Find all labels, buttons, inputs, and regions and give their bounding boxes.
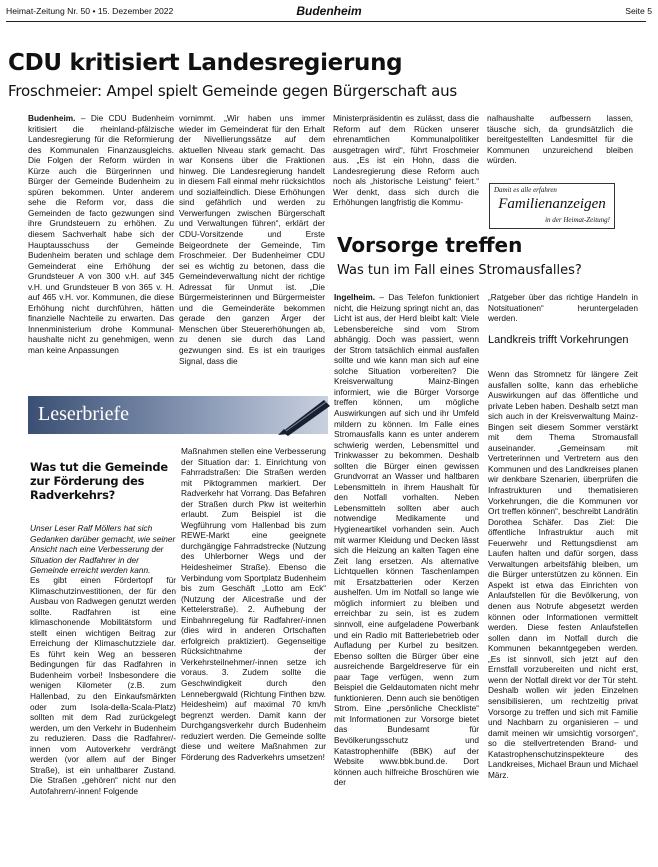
issue-info: Heimat-Zeitung Nr. 50 • 15. Dezember 2022 — [6, 6, 174, 16]
letter-col2-text: Maßnahmen stellen eine Verbesserung der Situation dar: 1. Einrichtung von Fahrradstraßen: Die Straßen werden mit Piktogrammen markiert. Der Radverkehr hat Vorrang. Das Befahren der Straßen durch Pkw ist weiterhin erlaubt. Zum Beispiel ist die Wegführung vom Hallenbad bis zum REWE-Markt eine geeignete durchgängige Fahrradstrecke (Nutzung des Uhlerborner Wegs und der Heidesheimer Straße). Ebenso die Verbindung vom Sportplatz Budenheim bis zum Geschäft „Lotto am Eck“ (Nutzung der Alicestraße und der Kettelerstraße). 2. Aufhebung der Einbahnregelung für Radfahrer/-innen (dies wird in anderen Ortschaften erfolgreich praktiziert). Gegenseitige Rücksichtnahme der Verkehrsteilnehmer/-innen setze ich voraus. 3. Zudem sollte die Geschwindigkeit durch den Lennebergwald (Richtung Finthen bzw. Heidesheim) auf maximal 70 km/h begrenzt werden. Damit kann der Durchgangsverkehr durch Budenheim reduziert werden. Die Gemeinde sollte diese und weitere Maßnahmen zur Förderung des Radverkehrs umsetzen! — [181, 446, 326, 762]
ad-line-3: in der Heimat-Zeitung! — [545, 216, 610, 224]
article2-column-2-top — [488, 292, 638, 328]
article2-col2-text: Wenn das Stromnetz für längere Zeit ausfallen sollte, kann das erhebliche Auswirkungen auf das öffentliche und private Leben haben. Deshalb setzt man sich auch in der Kreisverwaltung Mainz-Bingen seit diesem Sommer verstärkt mit dem Thema Stromausfall auseinander. „Gemeinsam mit Vertreterinnen und Vertretern aus den Kommunen und des Landkreises planen wir denkbare Szenarien, überprüfen die Infrastrukturen und thematisieren Vorkehrungen, die die Kommunen vor Ort treffen können“, beschreibt Landrätin Dorothea Schäfer. Das Ziel: Die öffentliche Infrastruktur auch mit Feuerwehr und Rettungsdienst am Laufen halten und dafür sorgen, dass Verwaltungen arbeitsfähig bleiben, um die Bürger unterstützen zu können. Ein Aspekt ist etwa das Einrichten von Anlaufstellen für die Bevölkerung, von denen aus Notrufe abgesetzt werden können oder Informationen vermittelt werden. Diese festen Anlaufstellen sollen dann im Notfall durch die Kommunen bekanntgegeben werden. „Es ist sinnvoll, sich jetzt auf den Ernstfall vorzubereiten und nicht erst, wenn der Notfall direkt vor der Tür steht. Deshalb wollen wir jeden Einzelnen sensibilisieren, um rechtzeitig privat Vorsorge zu treffen und sich mit Familie und Nachbarn zu organisieren – und damit meinen wir umsichtig vorsorgen“, so die stellvertretenden Brand- und Katastrophenschutzinspekteure des Landkreises, Michael Braun und Michael März. — [488, 369, 638, 780]
article1-column-1 — [28, 113, 174, 377]
article1-column-2 — [179, 113, 325, 377]
ad-line-1: Damit es alle erfahren — [494, 186, 557, 194]
article1-col3-text: Ministerpräsidentin es zulässt, dass die Reform auf dem Rücken unserer ehrenamtlichen Kommunalpolitiker ausgetragen wird“, führt Froschmeier aus. „Es ist ein Hohn, dass die Landesregierung diese Reform auch noch als „historische Leistung“ feiert.“ Wer denkt, dass sich durch die Erhöhungen langfristig die Kommu- — [333, 113, 479, 208]
article2-col2-top-text: „Ratgeber über das richtige Handeln in Notsituationen“ heruntergeladen werden. — [488, 292, 638, 324]
article1-headline: CDU kritisiert Landesregierung — [8, 50, 403, 76]
letter-col1-text: Es gibt einen Fördertopf für Klimaschutzinvestitionen, der für den Ausbau von Radwegen genutzt werden sollte. Radfahren ist eine klimaschonende Mobilitätsform und stellt einen wichtigen Beitrag zur Erreichung der Klimaschutzziele dar. Es führt kein Weg an besseren Bedingungen für das Radfahren in Budenheim vorbei! Insbesondere die wenigen Kilometer (z.B. zum Hallenbad, zu den Einkaufsmärkten oder zum Isola-della-Scala-Platz) sollten mit dem Rad zurückgelegt werden, um den Verkehr in Budenheim zu reduzieren. Dass die Radfahrer/-innen vom Autoverkehr verdrängt werden (vor allem auf der Binger Straße), ist ein unhaltbarer Zustand. Die Straßen „gehören“ nicht nur den Autofahrern/-innen! Folgende — [30, 575, 176, 796]
article1-column-3 — [333, 113, 479, 221]
article1-col1-text: – Die CDU Budenheim kritisiert die rheinland-pfälzische Landesregierung für die Reformierung des Kommunalen Finanzausgleichs. Die Folgen der Reform würden in Kürze auch die Bürgerinnen und Bürger der Gemeinde Budenheim zu spüren bekommen. Unter anderem sehe die Reform vor, dass die Gemeinden de facto gezwungen sind ihre Grundsteuern zu erhöhen. Zu diesem Sachverhalt habe sich der Hauptausschuss der Gemeinde Budenheim beraten und schlage dem Gemeinderat eine Erhöhung der Grundsteuer A von 300 v.H. auf 345 v.H. und Grundsteuer B von 365 v. H. auf 465 v.H. vor. Kommunen, die diese Erhöhung nicht durchführen, hätten finanzielle Nachteile zu erwarten. Das Innenministerium drohe Kommunalhaushalte nicht zu genehmigen, wenn man keine Anpassungen — [28, 113, 174, 356]
article1-subheadline: Froschmeier: Ampel spielt Gemeinde gegen Bürgerschaft aus — [8, 82, 458, 100]
section-title: Budenheim — [296, 4, 362, 18]
dateline: Budenheim. — [28, 113, 76, 123]
letter-column-2 — [181, 446, 326, 863]
article1-col4-text: nalhaushalte aufbessern lassen, täusche sich, da grundsätzlich die bereitgestellten Landesmittel für die Kommunen unzureichend bleiben würden. — [487, 113, 633, 166]
article2-headline: Vorsorge treffen — [337, 233, 523, 257]
page-header — [6, 4, 652, 20]
ad-line-2: Familienanzeigen — [498, 196, 606, 212]
article2-col1-text: – Das Telefon funktioniert nicht, die Heizung springt nicht an, das Licht ist aus, der Herd bleibt kalt: Viele Lebensbereiche sind vom Strom abhängig. Doch was passiert, wenn der Strom tatsächlich einmal ausfallen sollte und wie kann man sich auf eine solche Situation vorbereiten? Die Kreisverwaltung Mainz-Bingen informiert, wie die Bürger Vorsorge treffen können, um mögliche Auswirkungen auf sich und ihr Umfeld mildern zu können. Im Falle eines Stromausfalls kann es unter anderem schwierig werden, Lebensmittel und Trinkwasser zu bekommen. Deshalb sollten die Bürger einen gewissen Grundvorrat an Wasser und haltbaren Lebensmitteln in ihrem Haushalt für den Notfall vorhalten. Neben Lebensmitteln sollten aber auch notwendige Medikamente und Hygieneartikel vorhanden sein. Auch mit warmer Kleidung und Decken lässt sich die Heizung an kalten Tagen eine Zeit lang ersetzen. Als alternative Lichtquellen können Taschenlampen mit Ersatzbatterien oder Kerzen aushelfen. Um im Notfall so lange wie möglich informiert zu bleiben und erreichbar zu sein, ist es zudem sinnvoll, eine aufgeladene Powerbank und ein Radio mit Batteriebetrieb oder Aufladung per Kurbel zu besitzen. Ebenso sollten die Bürger über eine ausreichende Bargeldreserve für ein paar Tage verfügen, wenn zum Beispiel die Geldautomaten nicht mehr funktionieren. Denn auch sie benötigen Strom. Eine „persönliche Checkliste“ mit Informationen zur Vorsorge bietet das Bundesamt für Bevölkerungsschutz und Katastrophenhilfe (BBK) auf der Website www.bbk.bund.de. Dort können auch hilfreiche Broschüren wie der — [334, 292, 479, 788]
article2-subhead: Landkreis trifft Vorkehrungen — [488, 334, 629, 346]
letter-column-1 — [30, 575, 176, 863]
letter-title: Was tut die Gemeinde zur Förderung des Radverkehrs? — [30, 460, 168, 502]
article2-column-2 — [488, 369, 638, 863]
header-rule — [6, 21, 646, 22]
family-ads-box — [489, 183, 615, 229]
banner-label: Leserbriefe — [38, 403, 130, 425]
dateline: Ingelheim. — [334, 292, 376, 302]
article2-subheadline: Was tun im Fall eines Stromausfalles? — [337, 263, 582, 278]
article1-col2-text: vornimmt. „Wir haben uns immer wieder im Gemeinderat für den Erhalt der Nivellierungssätze auf dem aktuellen Niveau stark gemacht. Das war Konsens über die Fraktionen hinweg. Die Landesregierung handelt in diesem Fall einmal mehr rücksichtlos und sozialfeindlich. Diese Erhöhungen sind gefährlich und werden zu Verwerfungen zwischen Bürgerschaft und Verwaltungen führen“, erklärt der CDU-Vorsitzende und Erste Beigeordnete der Gemeinde, Tim Froschmeier. Der Budenheimer CDU sei es wichtig zu betonen, dass die Gemeindeverwaltung nicht der richtige Adressat für Unmut ist. „Die Bürgermeisterinnen und Bürgermeister und die Gemeinderäte bekommen gerade den ganzen Ärger der Menschen über Steuererhöhungen ab, zu denen sie durch das Land gezwungen sind. Es ist ein trauriges Signal, dass die — [179, 113, 325, 366]
fountain-pen-icon — [276, 394, 336, 436]
page-number: Seite 5 — [625, 6, 652, 16]
letter-intro: Unser Leser Ralf Möllers hat sich Gedanken darüber gemacht, wie seiner Ansicht nach eine Verbesserung der Situation der Radfahrer in der Gemeinde erreicht werden kann. — [30, 523, 176, 576]
article2-column-1 — [334, 292, 479, 863]
article1-column-4 — [487, 113, 633, 169]
